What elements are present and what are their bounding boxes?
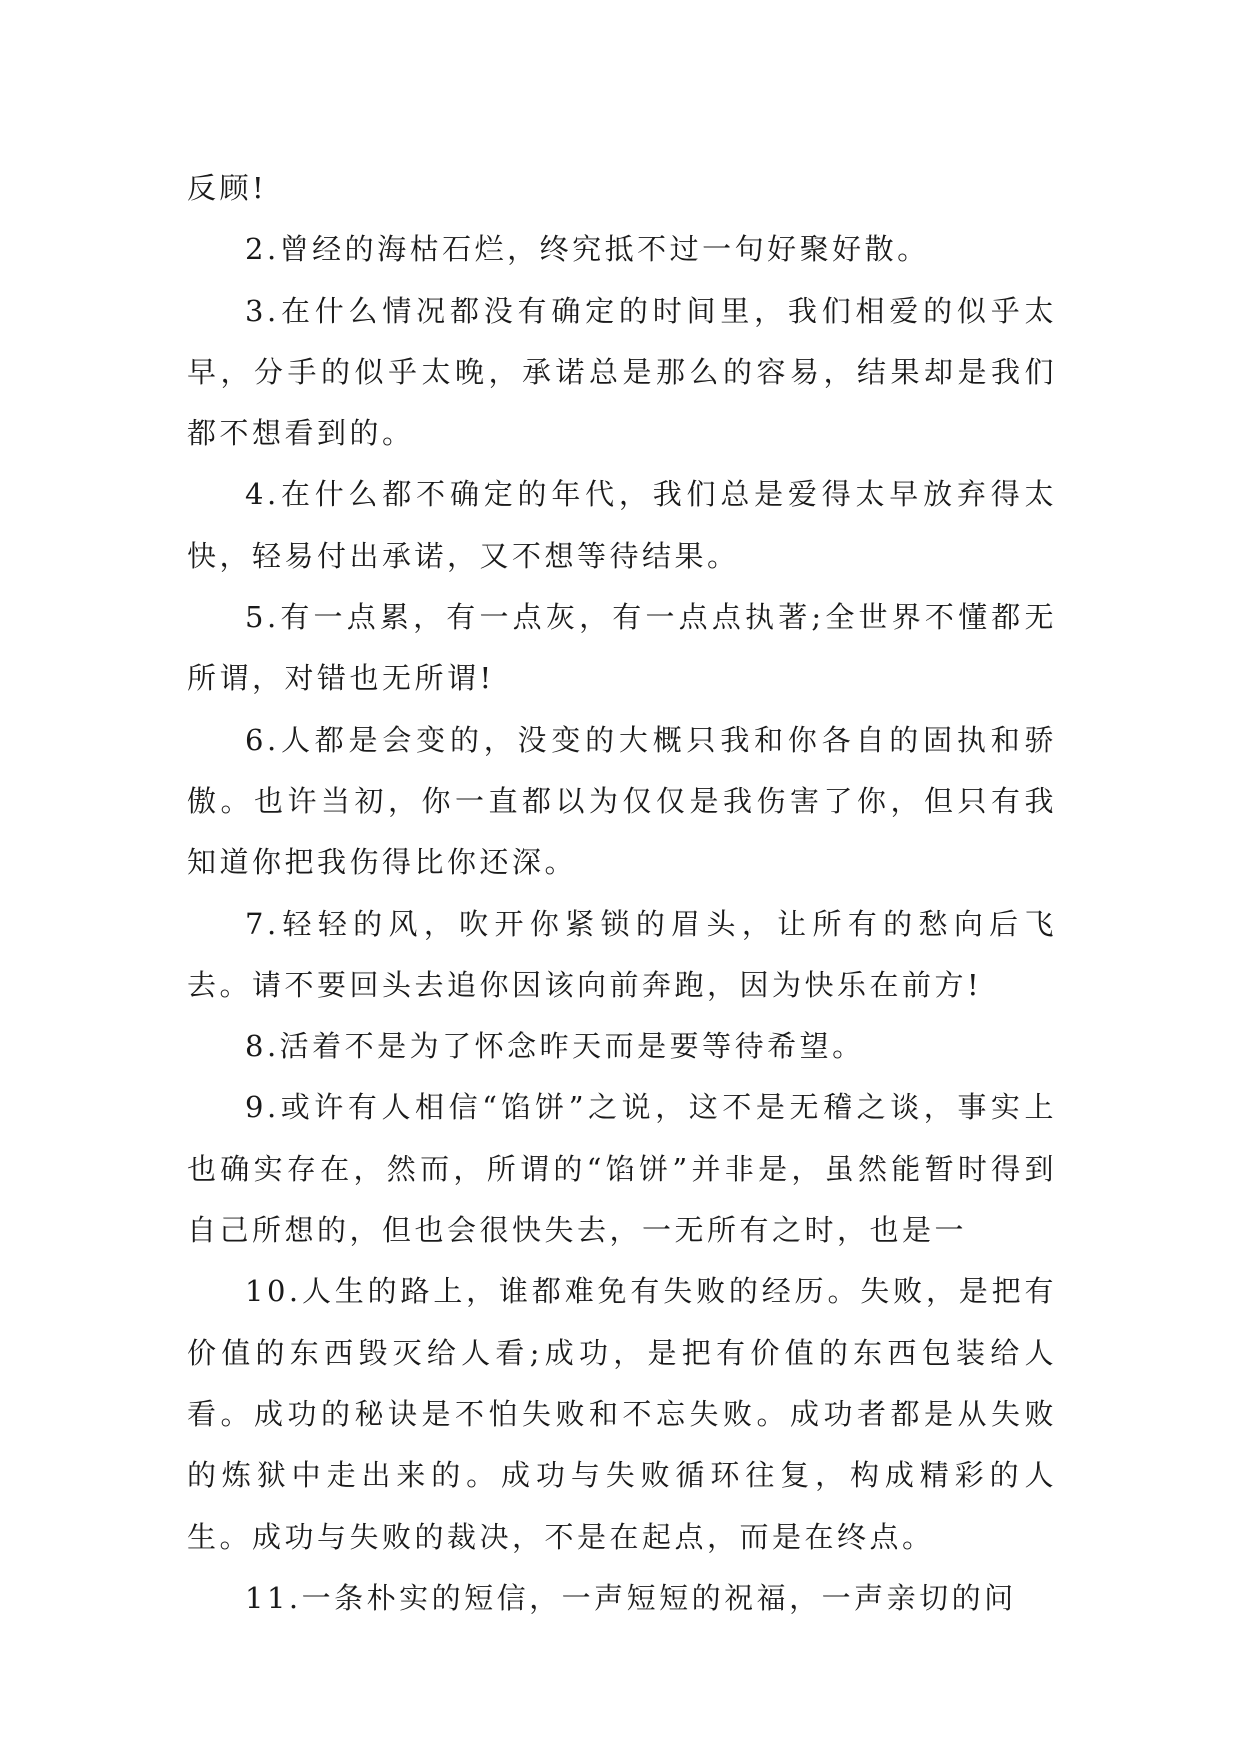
paragraph-10: 10.人生的路上，谁都难免有失败的经历。失败，是把有价值的东西毁灭给人看;成功，是把有价值的东西包装给人看。成功的秘诀是不怕失败和不忘失败。成功者都是从失败的炼狱中走出来的。成功与失败循环往复，构成精彩的人生。成功与失败的裁决，不是在起点，而是在终点。: [187, 1274, 1057, 1554]
paragraph-continuation: 反顾!: [187, 171, 268, 205]
paragraph-3: 3.在什么情况都没有确定的时间里，我们相爱的似乎太早，分手的似乎太晚，承诺总是那么的容易，结果却是我们都不想看到的。: [187, 293, 1057, 451]
paragraph-5: 5.有一点累，有一点灰，有一点点执著;全世界不懂都无所谓，对错也无所谓!: [187, 600, 1057, 696]
paragraph-9: 9.或许有人相信“馅饼”之说，这不是无稽之谈，事实上也确实存在，然而，所谓的“馅饼”并非是，虽然能暂时得到自己所想的，但也会很快失去，一无所有之时，也是一: [187, 1090, 1057, 1248]
paragraph-4: 4.在什么都不确定的年代，我们总是爱得太早放弃得太快，轻易付出承诺，又不想等待结果。: [187, 477, 1057, 573]
paragraph-8: 8.活着不是为了怀念昨天而是要等待希望。: [245, 1029, 865, 1064]
paragraph-7: 7.轻轻的风，吹开你紧锁的眉头，让所有的愁向后飞去。请不要回头去追你因该向前奔跑，因为快乐在前方!: [187, 906, 1057, 1002]
paragraph-11: 11.一条朴实的短信，一声短短的祝福，一声亲切的问: [245, 1580, 1017, 1615]
paragraph-2: 2.曾经的海枯石烂，终究抵不过一句好聚好散。: [245, 232, 930, 267]
document-body: [187, 158, 1057, 1629]
paragraph-6: 6.人都是会变的，没变的大概只我和你各自的固执和骄傲。也许当初，你一直都以为仅仅是我伤害了你，但只有我知道你把我伤得比你还深。: [187, 722, 1057, 880]
